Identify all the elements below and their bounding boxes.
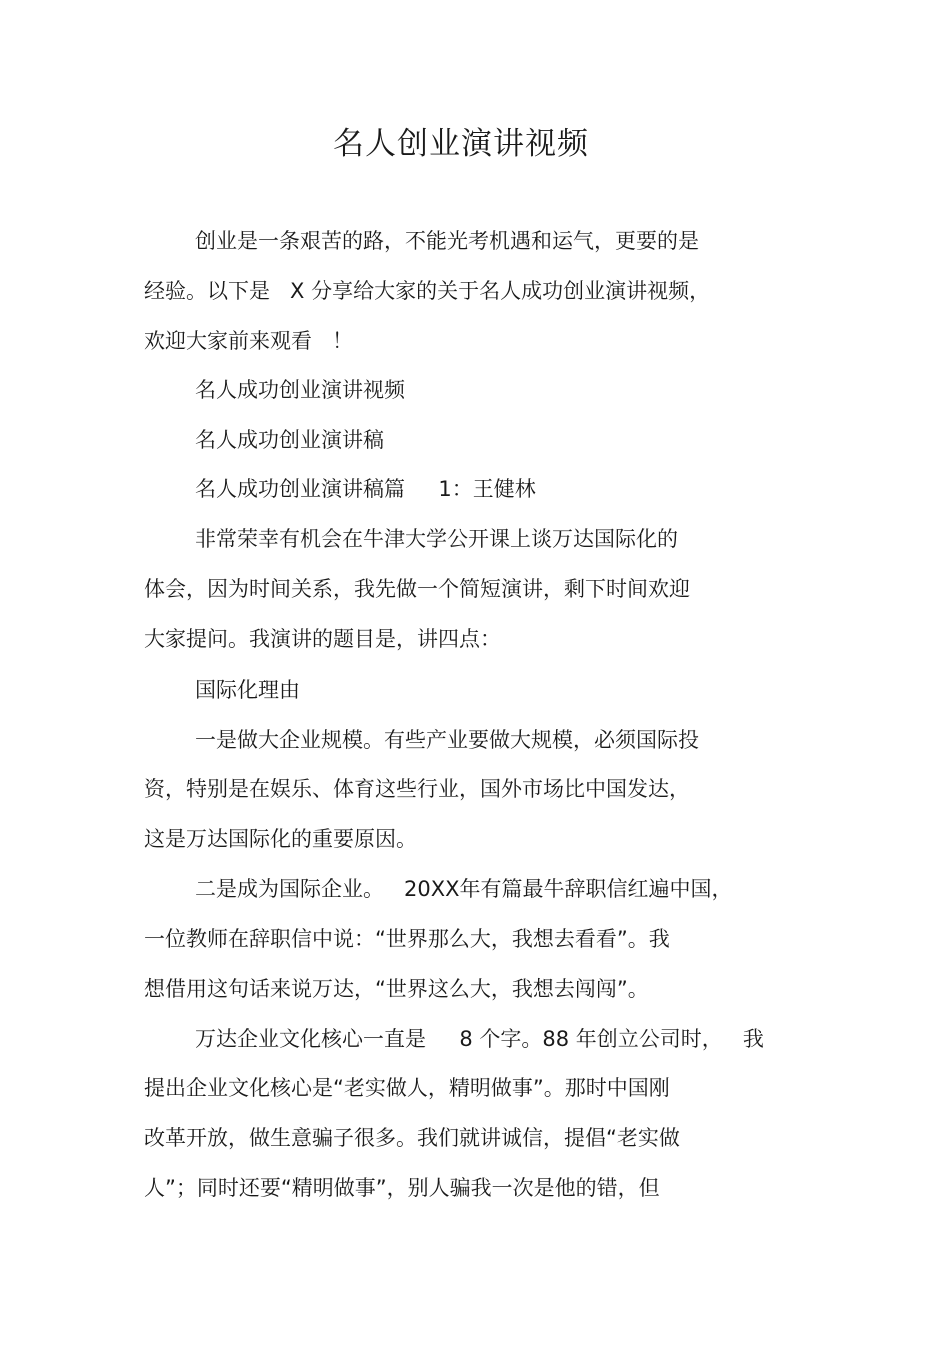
paragraph-line: 名人成功创业演讲稿篇 1：王健林 [195, 477, 536, 501]
paragraph-line: 想借用这句话来说万达，“世界这么大，我想去闯闯”。 [144, 977, 649, 1001]
paragraph-line: 改革开放，做生意骗子很多。我们就讲诚信，提倡“老实做 [144, 1126, 680, 1150]
paragraph-line: 大家提问。我演讲的题目是，讲四点： [144, 627, 501, 651]
paragraph-line: 万达企业文化核心一直是 8 个字。88 年创立公司时， 我 [195, 1027, 764, 1051]
paragraph-line: 二是成为国际企业。 20XX年有篇最牛辞职信红遍中国， [195, 877, 733, 901]
paragraph-line: 一位教师在辞职信中说：“世界那么大，我想去看看”。我 [144, 927, 670, 951]
paragraph-line: 体会，因为时间关系，我先做一个简短演讲，剩下时间欢迎 [144, 577, 690, 601]
paragraph-line: 一是做大企业规模。有些产业要做大规模，必须国际投 [195, 728, 699, 752]
paragraph-line: 资，特别是在娱乐、体育这些行业，国外市场比中国发达， [144, 777, 690, 801]
paragraph-line: 人”；同时还要“精明做事”，别人骗我一次是他的错，但 [144, 1176, 660, 1200]
paragraph-line: 经验。以下是 X 分享给大家的关于名人成功创业演讲视频， [144, 279, 711, 303]
section-heading: 国际化理由 [195, 678, 300, 702]
paragraph-line: 这是万达国际化的重要原因。 [144, 827, 417, 851]
paragraph-line: 名人成功创业演讲稿 [195, 428, 384, 452]
paragraph-line: 非常荣幸有机会在牛津大学公开课上谈万达国际化的 [195, 527, 678, 551]
paragraph-line: 创业是一条艰苦的路，不能光考机遇和运气，更要的是 [195, 229, 699, 253]
paragraph-line: 欢迎大家前来观看 ！ [144, 329, 354, 353]
paragraph-line: 名人成功创业演讲视频 [195, 378, 405, 402]
paragraph-line: 提出企业文化核心是“老实做人，精明做事”。那时中国刚 [144, 1076, 670, 1100]
document-title: 名人创业演讲视频 [333, 126, 589, 162]
